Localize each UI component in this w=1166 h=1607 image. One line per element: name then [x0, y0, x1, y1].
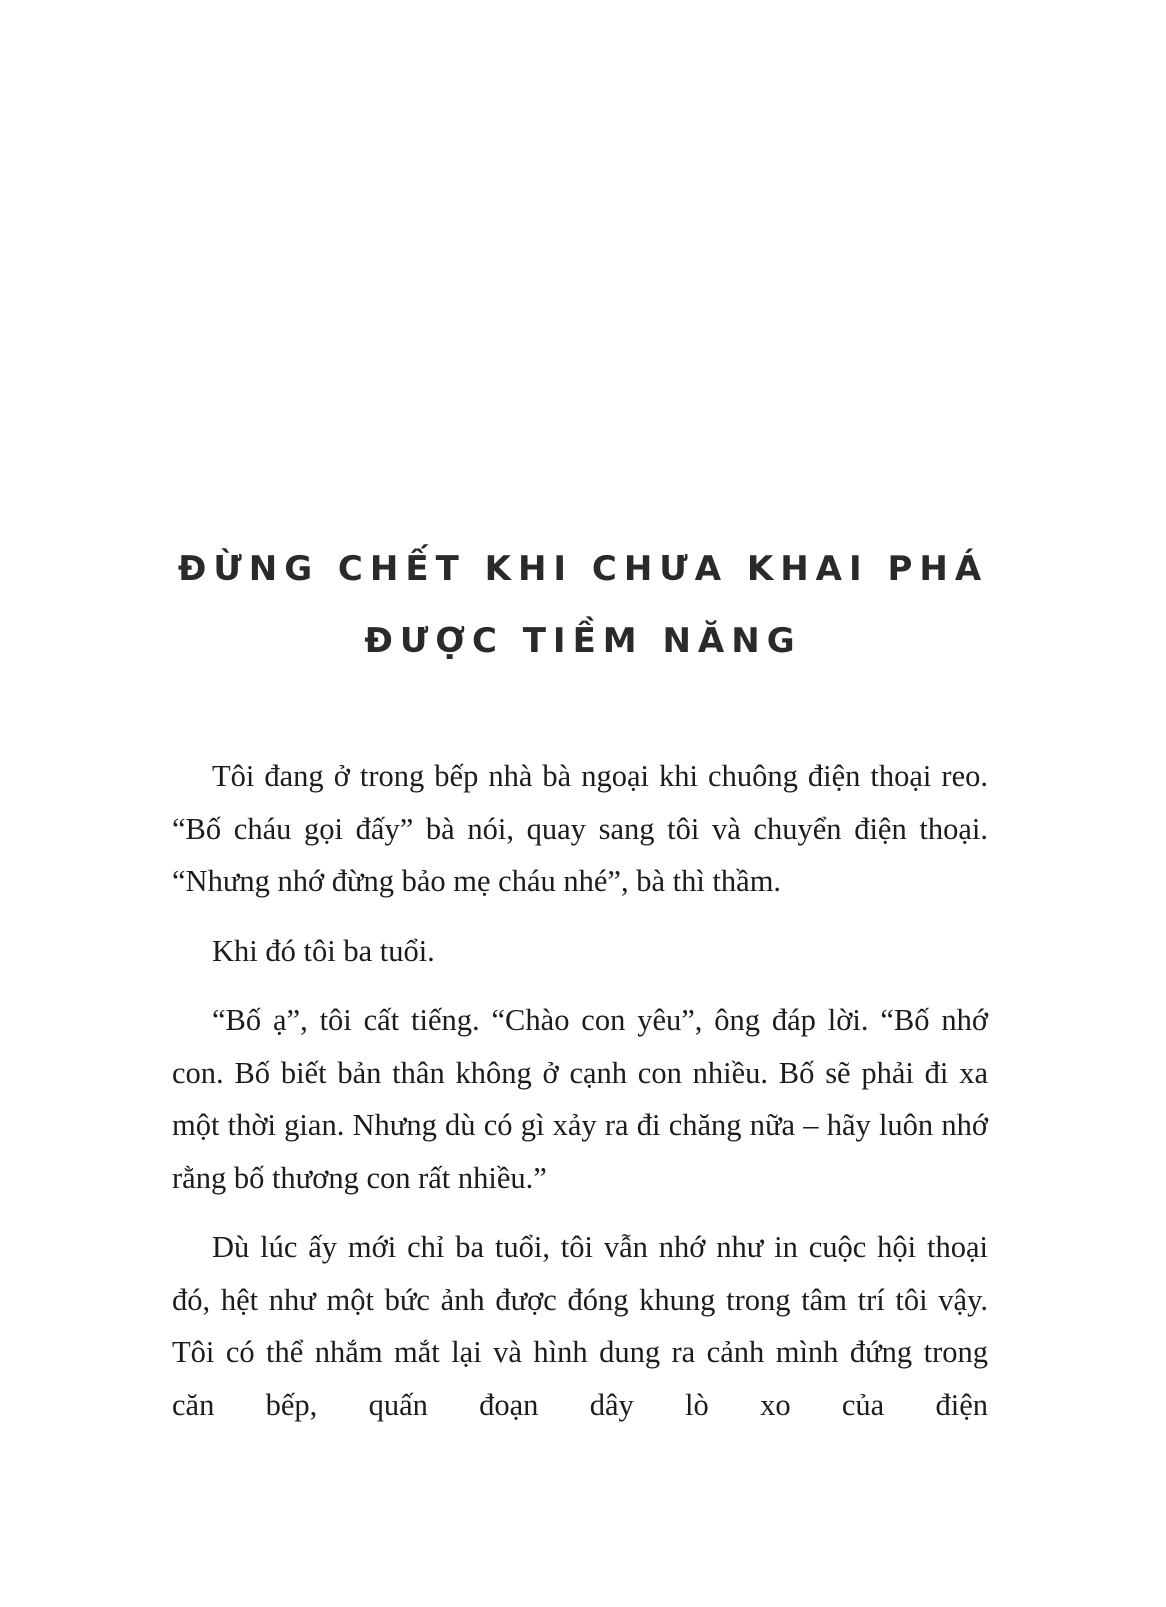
paragraph: “Bố ạ”, tôi cất tiếng. “Chào con yêu”, ông đáp lời. “Bố nhớ con. Bố biết bản thân không ở cạnh con nhiều. Bố sẽ phải đi xa một thời gian. Nhưng dù có gì xảy ra đi chăng nữa – hãy luôn nhớ rằng bố thương con rất nhiều.”	[172, 1003, 988, 1195]
chapter-title	[0, 545, 1166, 689]
paragraph: Dù lúc ấy mới chỉ ba tuổi, tôi vẫn nhớ như in cuộc hội thoại đó, hệt như một bức ảnh được đóng khung trong tâm trí tôi vậy. Tôi có thể nhắm mắt lại và hình dung ra cảnh mình đứng trong căn bếp, quấn đoạn dây lò xo của điện	[172, 1230, 988, 1422]
body-text	[172, 750, 988, 1448]
chapter-title-line-1: ĐỪNG CHẾT KHI CHƯA KHAI PHÁ	[177, 549, 989, 589]
paragraph: Khi đó tôi ba tuổi.	[212, 933, 435, 968]
paragraph: Tôi đang ở trong bếp nhà bà ngoại khi chuông điện thoại reo. “Bố cháu gọi đấy” bà nói, quay sang tôi và chuyển điện thoại. “Nhưng nhớ đừng bảo mẹ cháu nhé”, bà thì thầm.	[172, 759, 988, 898]
chapter-title-line-2: ĐƯỢC TIỀM NĂNG	[364, 621, 802, 661]
